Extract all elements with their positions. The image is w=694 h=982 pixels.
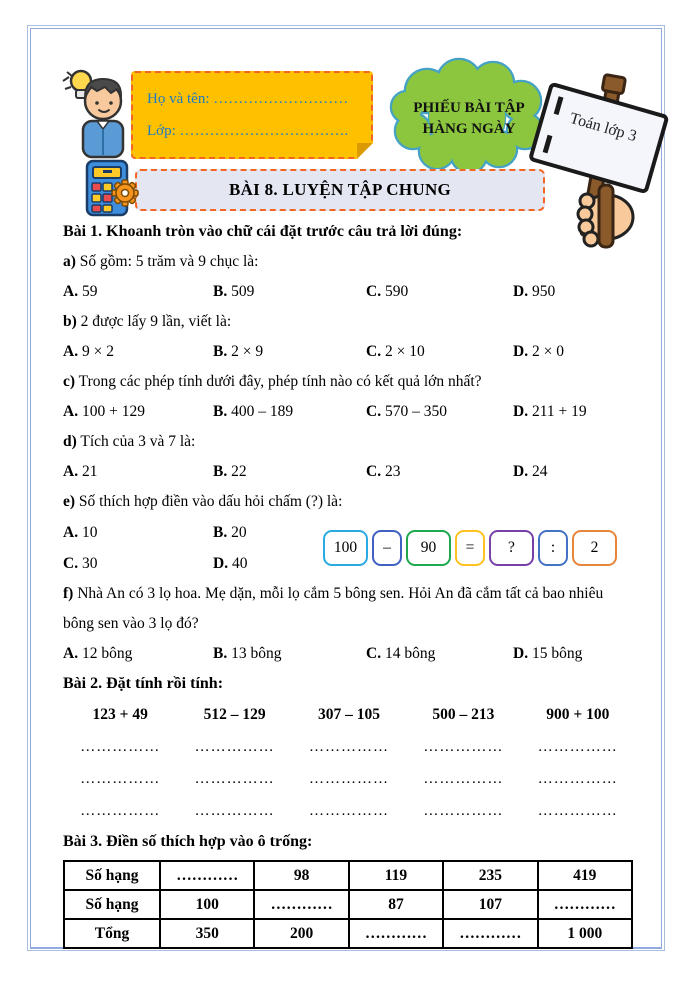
table-row [64, 861, 632, 890]
option[interactable]: A. 9 × 2 [63, 343, 114, 360]
option[interactable]: B. 13 bông [213, 645, 282, 662]
option[interactable]: A. 21 [63, 463, 98, 480]
answer-line[interactable]: …………… [194, 739, 275, 755]
question-f-text: Nhà An có 3 lọ hoa. Mẹ dặn, mỗi lọ cắm 5 bông sen. Hỏi An đã cắm tất cả bao nhiêu bông sen vào 3 lọ đó? [63, 585, 604, 632]
question-c [63, 367, 635, 397]
answer-line-row [63, 731, 635, 763]
hand-holding-sign-icon [529, 67, 671, 252]
question-e [63, 487, 635, 517]
answer-line[interactable]: …………… [423, 771, 504, 787]
answer-line[interactable]: …………… [194, 771, 275, 787]
name-field[interactable]: Họ và tên: ……………………… [147, 91, 349, 107]
table-cell: 107 [443, 890, 537, 919]
question-b [63, 307, 635, 337]
option[interactable]: B. 20 [213, 524, 247, 541]
answer-line[interactable]: …………… [537, 739, 618, 755]
table-cell: 87 [349, 890, 443, 919]
question-d-options [63, 457, 635, 487]
folded-corner [357, 143, 373, 159]
answer-line[interactable]: …………… [194, 803, 275, 819]
student-lightbulb-icon [59, 63, 135, 163]
bai3-heading: Bài 3. Điền số thích hợp vào ô trống: [63, 833, 313, 850]
lesson-title-box [135, 169, 545, 211]
option[interactable]: B. 2 × 9 [213, 343, 264, 360]
badge-title [387, 57, 551, 177]
equation-box: : [538, 530, 568, 566]
answer-line[interactable]: …………… [80, 803, 161, 819]
option[interactable]: C. 14 bông [366, 645, 436, 662]
subject-sign [529, 67, 671, 252]
row-label: Số hạng [64, 890, 160, 919]
question-b-label: b) [63, 313, 77, 330]
badge-line1: PHIẾU BÀI TẬP [413, 100, 525, 116]
bai3-table [63, 860, 633, 949]
option[interactable]: C. 23 [366, 463, 401, 480]
question-d-label: d) [63, 433, 77, 450]
question-a-options [63, 277, 635, 307]
class-field[interactable]: Lớp: ……………………………. [147, 123, 349, 139]
badge-line2: HÀNG NGÀY [422, 121, 516, 137]
question-d-text: Tích của 3 và 7 là: [80, 433, 196, 450]
question-a-label: a) [63, 253, 76, 270]
table-cell: 200 [254, 919, 348, 948]
table-cell: 98 [254, 861, 348, 890]
bai2-heading: Bài 2. Đặt tính rồi tính: [63, 675, 224, 692]
equation-box: 100 [323, 530, 368, 566]
question-a-text: Số gồm: 5 trăm và 9 chục là: [79, 253, 259, 270]
row-label: Số hạng [64, 861, 160, 890]
option[interactable]: C. 570 – 350 [366, 403, 447, 420]
option[interactable]: A. 59 [63, 283, 98, 300]
bai1-heading: Bài 1. Khoanh tròn vào chữ cái đặt trước câu trả lời đúng: [63, 223, 463, 240]
table-cell: 419 [538, 861, 632, 890]
worksheet-page [30, 28, 662, 949]
answer-line-row [63, 763, 635, 795]
answer-line[interactable]: …………… [423, 739, 504, 755]
option[interactable]: C. 590 [366, 283, 409, 300]
problem: 900 + 100 [546, 706, 610, 723]
equation-box: 90 [406, 530, 451, 566]
option[interactable]: D. 211 + 19 [513, 403, 587, 420]
table-cell[interactable]: ………… [443, 919, 537, 948]
table-cell: 100 [160, 890, 254, 919]
option[interactable]: D. 15 bông [513, 645, 583, 662]
problem: 500 – 213 [432, 706, 495, 723]
answer-line[interactable]: …………… [80, 739, 161, 755]
question-e-label: e) [63, 493, 76, 510]
option[interactable]: D. 950 [513, 283, 556, 300]
answer-line[interactable]: …………… [537, 771, 618, 787]
question-e-answer-area [63, 517, 635, 579]
table-cell[interactable]: ………… [254, 890, 348, 919]
option[interactable]: D. 24 [513, 463, 548, 480]
lesson-title: BÀI 8. LUYỆN TẬP CHUNG [228, 180, 452, 199]
question-e-text: Số thích hợp điền vào dấu hỏi chấm (?) là: [78, 493, 343, 510]
question-f-label: f) [63, 585, 74, 602]
equation-boxes [323, 530, 617, 566]
sign-label: Toán lớp 3 [567, 109, 639, 146]
student-info-box [131, 71, 373, 159]
row-label: Tổng [64, 919, 160, 948]
table-cell: 350 [160, 919, 254, 948]
option[interactable]: B. 509 [213, 283, 255, 300]
answer-line[interactable]: …………… [537, 803, 618, 819]
table-cell: 119 [349, 861, 443, 890]
table-row [64, 919, 632, 948]
question-c-options [63, 397, 635, 427]
equation-box[interactable]: ? [489, 530, 534, 566]
calculator-gear-icon [81, 157, 143, 219]
option[interactable]: D. 40 [213, 555, 248, 572]
table-row [64, 890, 632, 919]
answer-line-row [63, 795, 635, 827]
answer-line[interactable]: …………… [80, 771, 161, 787]
worksheet-content [63, 217, 635, 949]
answer-line[interactable]: …………… [308, 771, 389, 787]
equation-box: 2 [572, 530, 617, 566]
question-b-text: 2 được lấy 9 lần, viết là: [80, 313, 232, 330]
problem: 123 + 49 [92, 706, 148, 723]
table-cell[interactable]: ………… [160, 861, 254, 890]
table-cell: 1 000 [538, 919, 632, 948]
problem: 307 – 105 [317, 706, 380, 723]
option[interactable]: A. 12 bông [63, 645, 133, 662]
option[interactable]: C. 30 [63, 555, 98, 572]
equation-box: = [455, 530, 485, 566]
daily-worksheet-badge [387, 57, 551, 177]
bai2-problems [63, 699, 635, 731]
answer-line[interactable]: …………… [308, 739, 389, 755]
option[interactable]: B. 22 [213, 463, 247, 480]
option[interactable]: A. 10 [63, 524, 98, 541]
table-cell[interactable]: ………… [538, 890, 632, 919]
question-d [63, 427, 635, 457]
question-b-options [63, 337, 635, 367]
problem: 512 – 129 [203, 706, 266, 723]
table-cell[interactable]: ………… [349, 919, 443, 948]
option[interactable]: B. 400 – 189 [213, 403, 294, 420]
equation-box: – [372, 530, 402, 566]
question-c-label: c) [63, 373, 76, 390]
question-f [63, 579, 635, 639]
option[interactable]: A. 100 + 129 [63, 403, 145, 420]
question-e-options [63, 517, 323, 579]
answer-line[interactable]: …………… [423, 803, 504, 819]
question-f-options [63, 639, 635, 669]
question-c-text: Trong các phép tính dưới đây, phép tính nào có kết quả lớn nhất? [78, 373, 482, 390]
table-cell: 235 [443, 861, 537, 890]
option[interactable]: D. 2 × 0 [513, 343, 564, 360]
option[interactable]: C. 2 × 10 [366, 343, 425, 360]
answer-line[interactable]: …………… [308, 803, 389, 819]
